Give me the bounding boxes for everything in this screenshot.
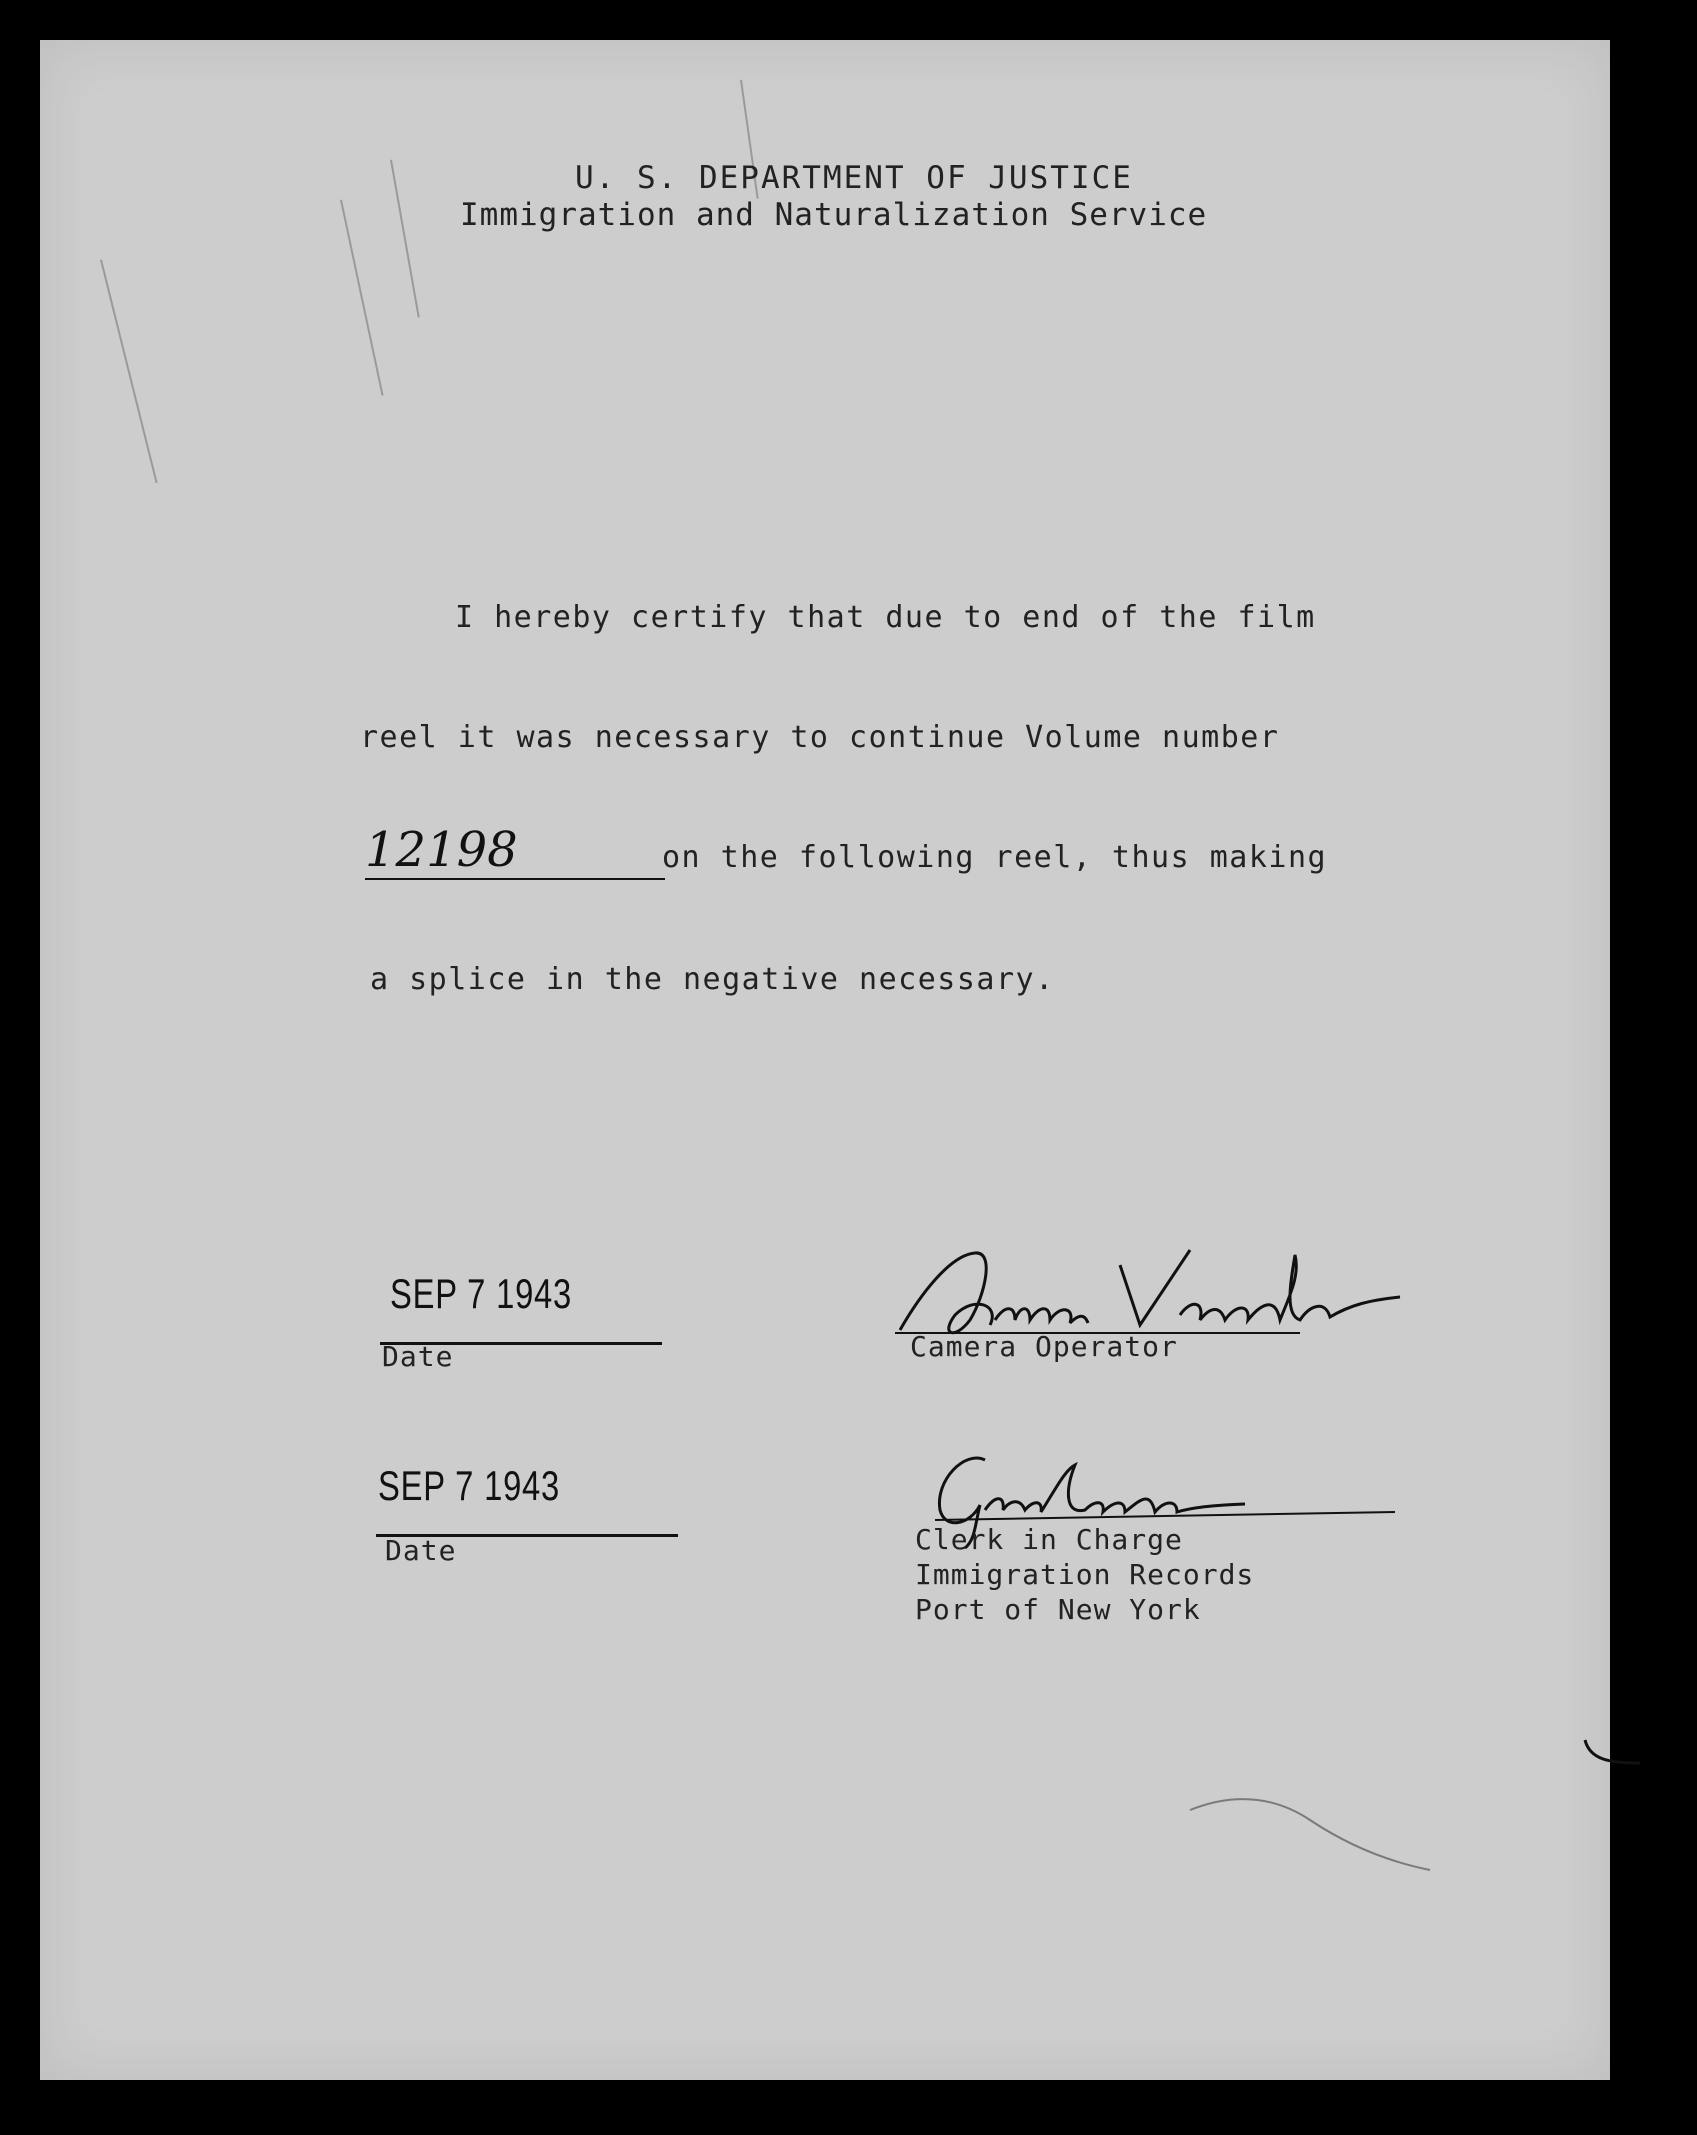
body-line-2: reel it was necessary to continue Volume number bbox=[360, 720, 1280, 755]
date-stamp-1: SEP 7 1943 bbox=[390, 1270, 573, 1317]
stray-mark bbox=[1580, 1735, 1660, 1775]
clerk-label-1: Clerk in Charge bbox=[915, 1523, 1183, 1556]
body-line-3: on the following reel, thus making bbox=[662, 840, 1328, 875]
film-scratch bbox=[390, 160, 420, 318]
header-department: U. S. DEPARTMENT OF JUSTICE bbox=[575, 160, 1133, 196]
film-scratch bbox=[340, 200, 384, 396]
document-page bbox=[40, 40, 1610, 2080]
body-line-4: a splice in the negative necessary. bbox=[370, 962, 1055, 997]
header-service: Immigration and Naturalization Service bbox=[460, 197, 1208, 233]
film-scratch bbox=[100, 260, 158, 484]
date-stamp-2: SEP 7 1943 bbox=[378, 1462, 561, 1509]
date-label-2: Date bbox=[385, 1534, 457, 1567]
volume-number-handwritten: 12198 bbox=[365, 822, 518, 878]
volume-number-underline bbox=[365, 878, 665, 880]
clerk-label-2: Immigration Records bbox=[915, 1558, 1255, 1591]
date-label-1: Date bbox=[382, 1340, 454, 1373]
camera-operator-label: Camera Operator bbox=[910, 1330, 1178, 1363]
body-line-1: I hereby certify that due to end of the film bbox=[455, 600, 1316, 635]
clerk-label-3: Port of New York bbox=[915, 1593, 1201, 1626]
stray-mark bbox=[1180, 1780, 1440, 1900]
